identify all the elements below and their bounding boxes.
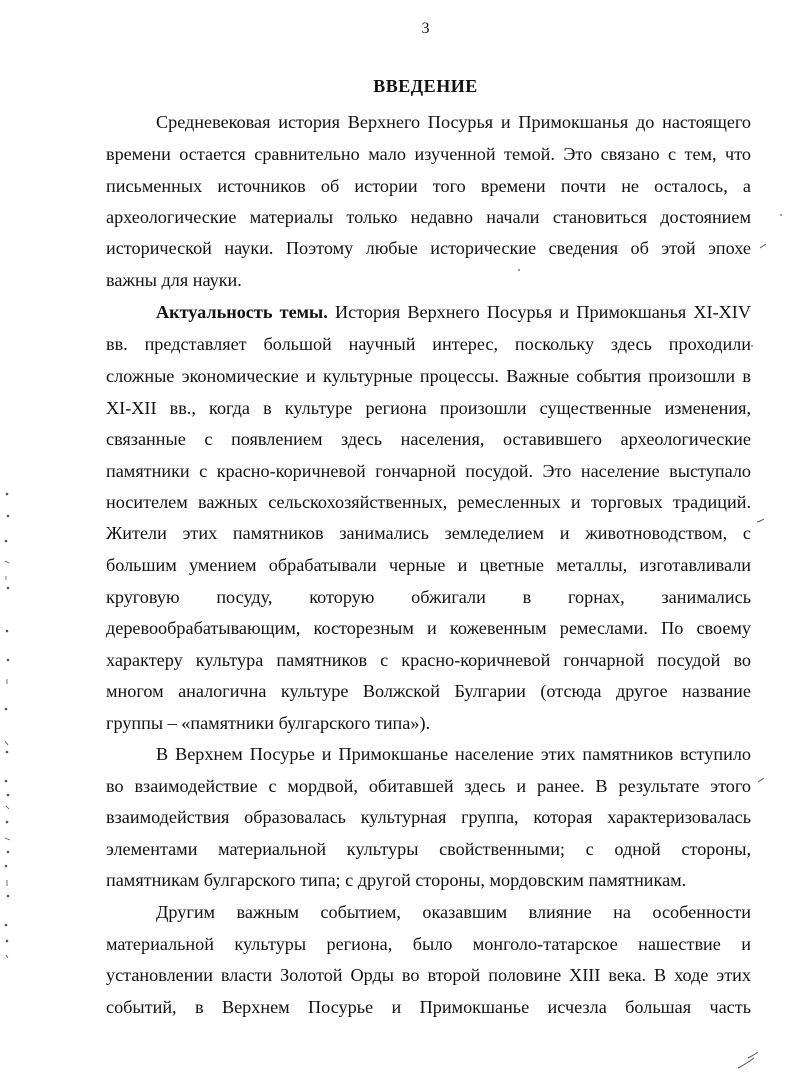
left-edge-specks xyxy=(5,493,10,958)
paragraph-2-line-10: круговую посуду, которую обжигали в горнах, занимались xyxy=(106,587,751,607)
paragraph-2-line-7: носителем важных сельскохозяйственных, ремесленных и торговых традиций. xyxy=(106,492,751,512)
paragraph-2-line-1 xyxy=(156,300,751,324)
paragraph-2-line-9: большим умением обрабатывали черные и цветные металлы, изготавливали xyxy=(106,555,751,575)
paragraph-4-line-3: установлении власти Золотой Орды во второй половине XIII века. В ходе этих xyxy=(106,965,751,985)
paragraph-2-line-1-text: История Верхнего Посурья и Примокшанья XI-XIV xyxy=(327,302,751,322)
paragraph-3-line-1: В Верхнем Посурье и Примокшанье население этих памятников вступило xyxy=(156,744,751,764)
paragraph-4-line-1: Другим важным событием, оказавшим влияние на особенности xyxy=(156,902,751,922)
paragraph-3-line-4: элементами материальной культуры свойственными; с одной стороны, xyxy=(106,839,751,859)
paragraph-3-line-5: памятникам булгарского типа; с другой стороны, мордовским памятникам. xyxy=(106,870,687,890)
paragraph-1-line-6: важны для науки. xyxy=(106,270,242,290)
page-title: ВВЕДЕНИЕ xyxy=(373,76,478,96)
paragraph-1-line-2: времени остается сравнительно мало изученной темой. Это связано с тем, что xyxy=(106,144,751,164)
paragraph-4-line-2: материальной культуры региона, было монголо-татарское нашествие и xyxy=(106,934,751,954)
paragraph-1-line-1: Средневековая история Верхнего Посурья и Примокшанья до настоящего xyxy=(156,112,751,132)
paragraph-1-line-3: письменных источников об истории того времени почти не осталось, а xyxy=(106,176,751,196)
section-lead: Актуальность темы. xyxy=(156,302,328,322)
paragraph-2-line-14: группы – «памятники булгарского типа»). xyxy=(106,713,431,733)
paragraph-2-line-3: сложные экономические и культурные процессы. Важные события произошли в xyxy=(106,366,751,386)
paragraph-4-line-4: событий, в Верхнем Посурье и Примокшанье исчезла большая часть xyxy=(106,997,751,1017)
paragraph-2-line-12: характеру культура памятников с красно-коричневой гончарной посудой во xyxy=(106,650,751,670)
paragraph-2-line-11: деревообрабатывающим, косторезным и кожевенным ремеслами. По своему xyxy=(106,618,751,638)
paragraph-1-line-5: исторической науки. Поэтому любые исторические сведения об этой эпохе xyxy=(106,238,751,258)
paragraph-3-line-3: взаимодействия образовалась культурная группа, которая характеризовалась xyxy=(106,807,751,827)
page-number: 3 xyxy=(421,20,430,37)
paragraph-2-line-5: связанные с появлением здесь населения, оставившего археологические xyxy=(106,429,751,449)
paragraph-2-line-2: вв. представляет большой научный интерес, поскольку здесь проходили xyxy=(106,334,751,354)
paragraph-2-line-8: Жители этих памятников занимались земледелием и животноводством, с xyxy=(106,523,751,543)
paragraph-2-line-6: памятники с красно-коричневой гончарной посудой. Это население выступало xyxy=(106,461,751,481)
paragraph-1-line-4: археологические материалы только недавно начали становиться достоянием xyxy=(106,207,751,227)
paragraph-2-line-4: XI-XII вв., когда в культуре региона произошли существенные изменения, xyxy=(106,398,751,418)
paragraph-2-line-13: многом аналогична культуре Волжской Булгарии (отсюда другое название xyxy=(106,681,751,701)
paragraph-3-line-2: во взаимодействие с мордвой, обитавшей здесь и ранее. В результате этого xyxy=(106,776,751,796)
